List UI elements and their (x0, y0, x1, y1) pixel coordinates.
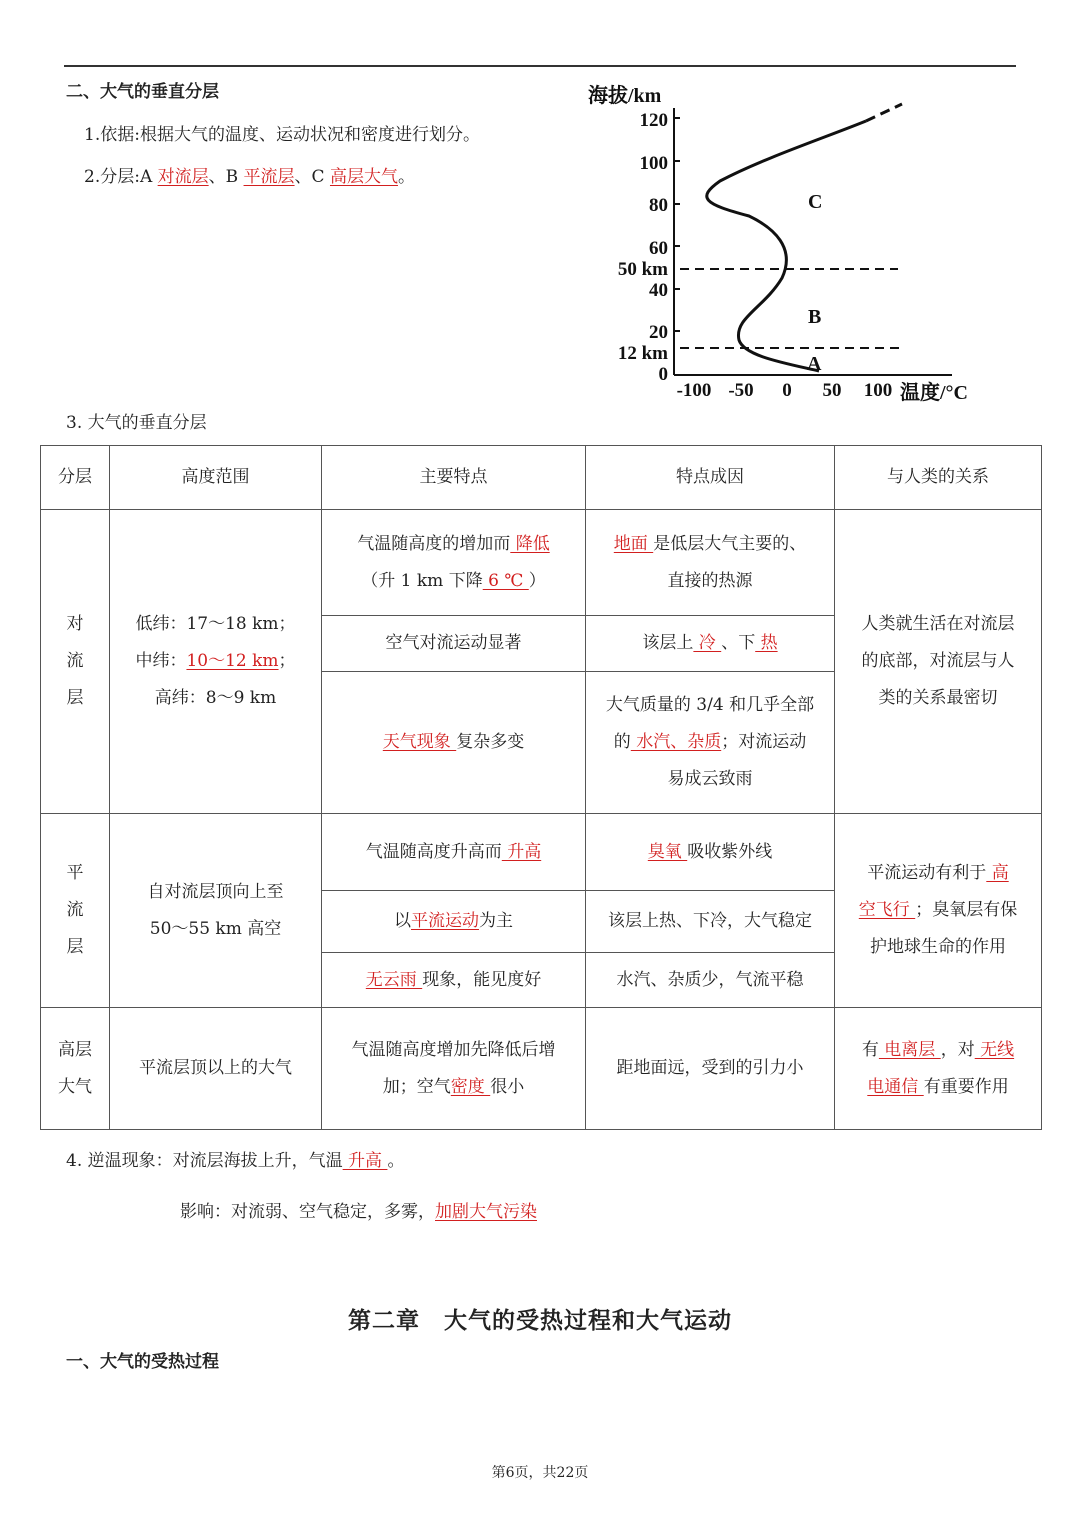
human-relation-troposphere: 人类就生活在对流层 的底部，对流层与人 类的关系最密切 (835, 510, 1042, 814)
inversion-line: 4. 逆温现象：对流层海拔上升，气温 升高 。 (66, 1151, 405, 1171)
answer-radio-communication: 电通信 (867, 1076, 924, 1097)
answer-rise: 升高 (501, 841, 542, 862)
answer-cold: 冷 (693, 633, 722, 653)
x-tick: 100 (863, 380, 893, 401)
human-relation-stratosphere: 平流运动有利于 高 空飞行 ；臭氧层有保 护地球生命的作用 (835, 814, 1042, 1008)
x-tick: -50 (728, 380, 754, 401)
answer-pollution: 加剧大气污染 (435, 1202, 537, 1222)
answer-vapor-impurities: 水汽、杂质 (630, 732, 722, 752)
y-tick: 120 (639, 110, 668, 131)
answer-density: 密度 (450, 1076, 491, 1097)
region-label-c: C (808, 191, 823, 213)
layer-name-upper: 高层 大气 (41, 1008, 110, 1130)
cause-cell: 距地面远，受到的引力小 (586, 1008, 835, 1130)
atmosphere-layers-table (40, 445, 1042, 1130)
region-label-a: A (807, 353, 822, 375)
y-tick: 20 (649, 322, 668, 343)
answer-horizontal-motion: 平流运动 (411, 911, 479, 931)
inversion-impact-line: 影响：对流弱、空气稳定，多雾，加剧大气污染 (180, 1202, 537, 1222)
y-tick: 12 km (617, 343, 668, 364)
cause-cell: 大气质量的 3/4 和几乎全部 的 水汽、杂质；对流运动 易成云致雨 (586, 672, 835, 814)
y-tick: 50 km (617, 259, 668, 280)
region-label-b: B (808, 306, 822, 328)
height-range-troposphere: 低纬：17～18 km； 中纬：10～12 km； 高纬：8～9 km (110, 510, 322, 814)
feature-cell: 以平流运动为主 (322, 891, 586, 953)
section-heading: 二、大气的垂直分层 (66, 82, 219, 102)
answer-weather: 天气现象 (382, 732, 457, 752)
answer-ionosphere: 电离层 (878, 1039, 941, 1060)
x-tick: -100 (676, 380, 712, 401)
y-tick: 60 (649, 238, 668, 259)
cause-cell: 该层上热、下冷，大气稳定 (586, 891, 835, 953)
header-cell: 分层 (41, 446, 110, 510)
table-row (41, 814, 1042, 891)
y-tick: 80 (649, 195, 668, 216)
answer-temperature-rise: 升高 (342, 1151, 388, 1171)
atmosphere-profile-figure (584, 78, 1004, 408)
cause-cell: 臭氧 吸收紫外线 (586, 814, 835, 891)
page-footer: 第6页，共22页 (491, 1465, 589, 1481)
x-tick: 50 (822, 380, 842, 401)
item3-label: 3. 大气的垂直分层 (66, 413, 207, 433)
temperature-curve (707, 121, 866, 371)
basis-text: 1.依据:根据大气的温度、运动状况和密度进行划分。 (84, 125, 480, 145)
answer-decrease: 降低 (510, 533, 550, 554)
cause-cell: 该层上 冷 、下 热 (586, 616, 835, 672)
section-heading: 一、大气的受热过程 (66, 1352, 219, 1372)
answer-layer-a: 对流层 (157, 167, 209, 187)
y-tick: 0 (658, 364, 668, 385)
answer-no-clouds: 无云雨 (365, 969, 423, 990)
table-row (41, 1008, 1042, 1130)
answer-wireless: 无线 (974, 1039, 1015, 1060)
height-range-upper: 平流层顶以上的大气 (110, 1008, 322, 1130)
header-rule (64, 65, 1016, 67)
header-cell: 与人类的关系 (835, 446, 1042, 510)
table-header-row (41, 446, 1042, 510)
feature-cell: 空气对流运动显著 (322, 616, 586, 672)
answer-hot: 热 (755, 633, 778, 653)
feature-cell: 气温随高度升高而 升高 (322, 814, 586, 891)
layers-line: 2.分层:A 对流层、B 平流层、C 高层大气。 (84, 167, 415, 187)
y-tick: 100 (639, 153, 668, 174)
header-cell: 特点成因 (586, 446, 835, 510)
layer-name-stratosphere: 平 流 层 (41, 814, 110, 1008)
table-row (41, 510, 1042, 616)
answer-layer-b: 平流层 (243, 167, 295, 187)
layer-name-troposphere: 对 流 层 (41, 510, 110, 814)
answer-layer-c: 高层大气 (329, 167, 398, 187)
x-axis-label: 温度/°C (900, 382, 968, 404)
chapter-title: 第二章 大气的受热过程和大气运动 (348, 1307, 732, 1334)
human-relation-upper: 有 电离层 ，对 无线 电通信 有重要作用 (835, 1008, 1042, 1130)
temperature-curve-extension (866, 104, 902, 121)
height-range-stratosphere: 自对流层顶向上至 50～55 km 高空 (110, 814, 322, 1008)
header-cell: 主要特点 (322, 446, 586, 510)
feature-cell: 气温随高度的增加而 降低 （升 1 km 下降 6 ℃ ） (322, 510, 586, 616)
feature-cell: 气温随高度增加先降低后增 加；空气密度 很小 (322, 1008, 586, 1130)
y-tick: 40 (649, 280, 668, 301)
y-axis-label: 海拔/km (588, 85, 662, 107)
answer-flight: 空飞行 (858, 900, 916, 920)
answer-high-altitude: 高 (986, 863, 1009, 883)
answer-ground: 地面 (613, 533, 654, 554)
cause-cell: 水汽、杂质少，气流平稳 (586, 953, 835, 1008)
feature-cell: 天气现象 复杂多变 (322, 672, 586, 814)
answer-mid-latitude: 10～12 km (186, 651, 279, 671)
header-cell: 高度范围 (110, 446, 322, 510)
cause-cell: 地面 是低层大气主要的、 直接的热源 (586, 510, 835, 616)
feature-cell: 无云雨 现象，能见度好 (322, 953, 586, 1008)
answer-lapse-rate: 6 ℃ (482, 570, 529, 591)
answer-ozone: 臭氧 (647, 841, 688, 862)
x-tick: 0 (782, 380, 792, 401)
